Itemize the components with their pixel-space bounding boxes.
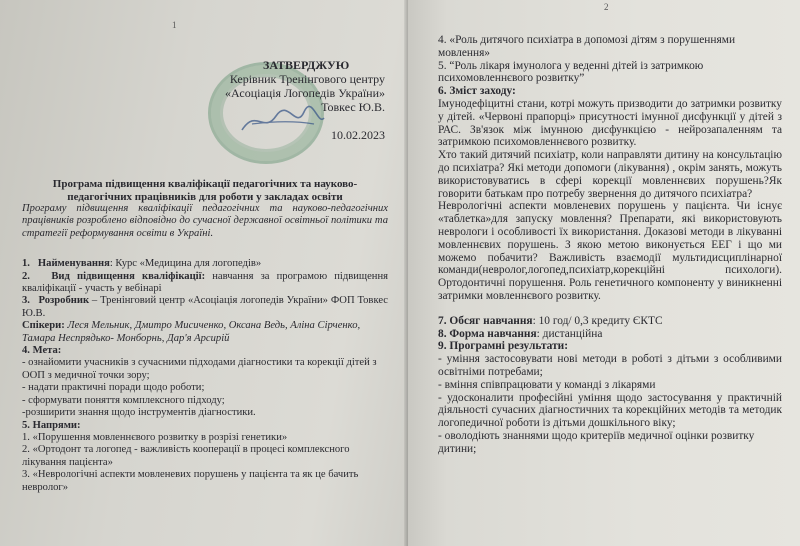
approval-line: Керівник Тренінгового центру <box>229 72 385 86</box>
page-number: 1 <box>172 20 177 30</box>
content-paragraph: Імунодефіцитні стани, котрі можуть призводити до затримки розвитку у дітей. «Червоні прапорці» присутності імунної дисфункції у дітей з РАС. Зв'язок між імунною дисфункцією - нейрозапаленням та затримкою психомовленнєвого розвитку. <box>438 97 782 149</box>
direction-item: 3. «Неврологічні аспекти мовленевих порушень у пацієнта та як це бачить невролог» <box>22 469 359 493</box>
goal-line: -розширити знання щодо інструментів діагностики. <box>22 407 256 419</box>
goal-line: - ознайомити учасників з сучасними підходами діагностики та корекції дітей з ООП з медичної точки зору; <box>22 357 377 381</box>
goal-line: - надати практичні поради щодо роботи; <box>22 382 205 394</box>
program-title: Програма підвищення кваліфікації педагогічних та науково-педагогічних працівників для роботи у закладах освіти <box>52 178 358 203</box>
approval-line: «Асоціація Логопедів України» <box>225 86 385 100</box>
item-developer: 3. Розробник – Тренінговий центр «Асоціація логопедів України» ФОП Товкес Ю.В. <box>22 295 388 319</box>
page-number: 2 <box>604 2 609 12</box>
approval-date: 10.02.2023 <box>331 128 385 142</box>
directions-heading: 5. Напрями: <box>22 419 81 431</box>
approval-heading: ЗАТВЕРДЖУЮ <box>263 58 350 72</box>
direction-item: 5. “Роль лікаря імунолога у веденні дітей із затримкою психомовленнєвого розвитку” <box>438 59 704 85</box>
result-item: - уміння застосовувати нові методи в роботі з дітьми з особливими освітніми потребами; <box>438 353 782 378</box>
approval-line: Товкес Ю.В. <box>321 100 385 114</box>
form-row: 8. Форма навчання: дистанційна <box>438 327 603 340</box>
results-heading: 9. Програмні результати: <box>438 340 569 353</box>
volume-row: 7. Обсяг навчання: 10 год/ 0,3 кредиту ЄКТС <box>438 314 663 327</box>
direction-item: 4. «Роль дитячого психіатра в допомозі дітям з порушеннями мовлення» <box>438 34 736 59</box>
item-name: 1. Найменування: Курс «Медицина для логопедів» <box>22 258 262 270</box>
goal-line: - сформувати поняття комплексного підходу; <box>22 394 225 406</box>
content-paragraph: Хто такий дитячий психіатр, коли направляти дитину на консультацію до психіатра? Які методи допомоги (лікування) , окрім занять, можуть використовуватись в сфері корекції мовленнєвих порушень?Як говорити батькам про потребу звернення до дитячого психіатра? <box>438 149 782 200</box>
result-item: - вміння співпрацювати у команді з лікарями <box>438 378 656 391</box>
content-heading: 6. Зміст заходу: <box>438 85 516 98</box>
content-paragraph: Неврологічні аспекти мовленевих порушень у пацієнта. Чи існує «таблетка»для запуску мовлення? Препарати, які використовують неврологи і особливості їх використання. Доказові методи в лікуванні мовленнєвих порушень. З якою метою виконується ЕЕГ і що ми можемо побачити? Важливість взаємодії мультидисциплінарної команди(невролог,логопед,психіатр,корекційні психологи). Ортодонтичні порушення. Роль генетичного компоненту у виникненні затримки мовленнєвого розвитку. <box>438 200 782 302</box>
direction-item: 2. «Ортодонт та логопед - важливість кооперації в процесі комплексного лікування пацієнта» <box>22 444 350 468</box>
goal-heading: 4. Мета: <box>22 345 62 357</box>
result-item: - оволодіють знаннями щодо критеріїв медичної оцінки розвитку дитини; <box>438 429 755 455</box>
speakers: Спікери: Леся Мельник, Дмитро Мисиченко, Оксана Ведь, Аліна Сірченко, Тамара Неспрядько- Монборнь, Дар'я Арсирій <box>22 320 361 344</box>
result-item: - удосконалити професійні уміння щодо застосування у практичній діяльності сучасних діагностичних та корекційних методів та методик логопедичної роботи із дітьми дошкільного віку; <box>438 391 782 430</box>
item-type: 2. Вид підвищення кваліфікації: навчання за програмою підвищення кваліфікації - участь у вебінарі <box>22 270 388 295</box>
left-page-body <box>22 178 388 494</box>
right-page-body <box>438 34 782 456</box>
direction-item: 1. «Порушення мовленнєвого розвитку в розрізі генетики» <box>22 431 288 443</box>
program-intro: Програму підвищення кваліфікації педагогічних та науково-педагогічних працівників розроблено відповідно до сучасної державної освітньої політики та стратегії реформування освіти в Україні. <box>22 203 388 239</box>
approval-block <box>185 58 385 142</box>
